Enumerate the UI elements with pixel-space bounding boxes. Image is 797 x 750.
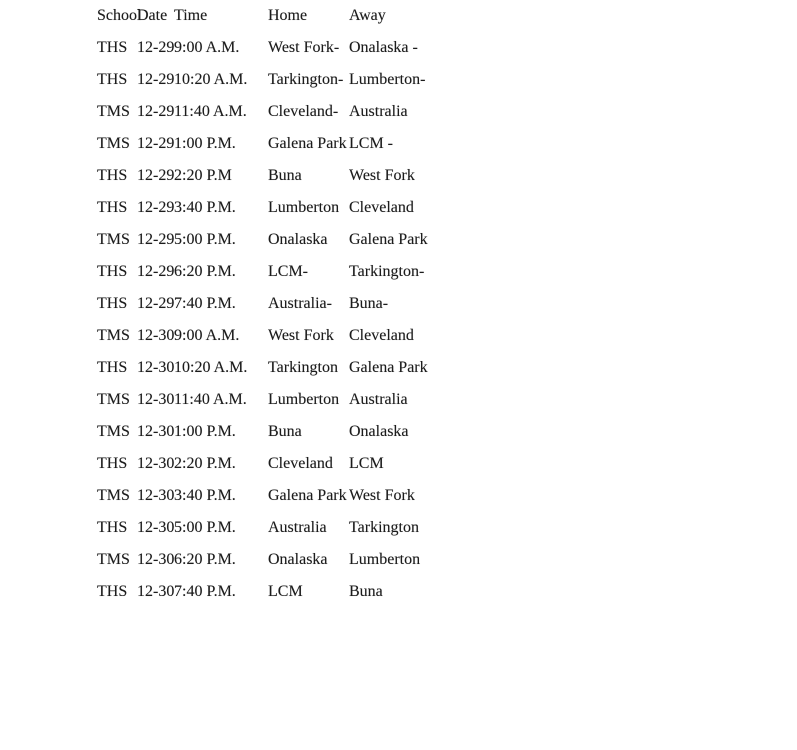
cell-time: 3:40 P.M. (174, 487, 236, 504)
table-row (97, 512, 577, 544)
table-row (97, 128, 577, 160)
cell-school: THS (97, 359, 128, 376)
cell-time: 2:20 P.M (174, 167, 232, 184)
cell-date: 12-30 (137, 519, 175, 536)
cell-date: 12-30 (137, 327, 175, 344)
table-row (97, 224, 577, 256)
cell-school: THS (97, 263, 128, 280)
cell-home: Cleveland (268, 455, 333, 472)
cell-away: Buna (349, 583, 383, 600)
cell-date: 12-29 (137, 167, 175, 184)
cell-time: 11:40 A.M. (174, 103, 247, 120)
cell-home: Lumberton (268, 391, 340, 408)
table-row (97, 544, 577, 576)
cell-date: 12-29 (137, 199, 175, 216)
cell-time: 1:00 P.M. (174, 423, 236, 440)
cell-date: 12-29 (137, 295, 175, 312)
cell-away: Tarkington- (349, 263, 425, 280)
cell-school: THS (97, 39, 128, 56)
cell-school: TMS (97, 135, 130, 152)
table-row (97, 384, 577, 416)
table-row (97, 448, 577, 480)
cell-away: LCM (349, 455, 384, 472)
cell-school: THS (97, 167, 128, 184)
column-header-date: Date (137, 7, 168, 24)
cell-school: THS (97, 455, 128, 472)
cell-away: West Fork (349, 487, 415, 504)
cell-home: LCM- (268, 263, 308, 280)
cell-school: THS (97, 583, 128, 600)
cell-date: 12-29 (137, 39, 175, 56)
cell-school: THS (97, 71, 128, 88)
cell-away: Galena Park (349, 231, 428, 248)
cell-date: 12-30 (137, 423, 175, 440)
cell-school: TMS (97, 487, 130, 504)
cell-home: Tarkington- (268, 71, 344, 88)
table-row (97, 576, 577, 608)
table-row (97, 288, 577, 320)
table-body (97, 32, 577, 608)
cell-time: 6:20 P.M. (174, 263, 236, 280)
cell-school: TMS (97, 327, 130, 344)
cell-date: 12-29 (137, 231, 175, 248)
cell-time: 7:40 P.M. (174, 295, 236, 312)
cell-school: TMS (97, 423, 130, 440)
cell-away: Australia (349, 103, 408, 120)
cell-away: Cleveland (349, 327, 414, 344)
cell-time: 10:20 A.M. (174, 359, 248, 376)
column-header-home: Home (268, 7, 308, 24)
cell-date: 12-30 (137, 391, 175, 408)
cell-time: 2:20 P.M. (174, 455, 236, 472)
cell-home: West Fork (268, 327, 334, 344)
table-row (97, 416, 577, 448)
cell-time: 7:40 P.M. (174, 583, 236, 600)
schedule-table (97, 0, 577, 608)
cell-date: 12-30 (137, 359, 175, 376)
table-row (97, 352, 577, 384)
cell-home: Buna (268, 167, 302, 184)
cell-home: Australia- (268, 295, 332, 312)
cell-date: 12-30 (137, 551, 175, 568)
cell-home: Onalaska (268, 551, 328, 568)
cell-date: 12-30 (137, 487, 175, 504)
cell-time: 10:20 A.M. (174, 71, 248, 88)
cell-home: Galena Park (268, 135, 347, 152)
column-header-away: Away (349, 7, 386, 24)
cell-away: Lumberton (349, 551, 421, 568)
cell-date: 12-30 (137, 583, 175, 600)
cell-school: THS (97, 519, 128, 536)
cell-school: TMS (97, 391, 130, 408)
cell-school: THS (97, 295, 128, 312)
cell-time: 3:40 P.M. (174, 199, 236, 216)
cell-away: Lumberton- (349, 71, 426, 88)
cell-away: Cleveland (349, 199, 414, 216)
table-row (97, 320, 577, 352)
cell-home: Buna (268, 423, 302, 440)
column-header-time: Time (174, 7, 208, 24)
cell-time: 6:20 P.M. (174, 551, 236, 568)
table-header-row (97, 0, 577, 32)
table-row (97, 64, 577, 96)
cell-away: Tarkington (349, 519, 419, 536)
table-row (97, 192, 577, 224)
cell-date: 12-29 (137, 71, 175, 88)
cell-away: Buna- (349, 295, 389, 312)
cell-away: Australia (349, 391, 408, 408)
cell-school: TMS (97, 103, 130, 120)
cell-home: Australia (268, 519, 327, 536)
table-row (97, 96, 577, 128)
cell-time: 1:00 P.M. (174, 135, 236, 152)
cell-date: 12-29 (137, 135, 175, 152)
cell-time: 9:00 A.M. (174, 39, 240, 56)
cell-away: Onalaska - (349, 39, 418, 56)
cell-home: Galena Park (268, 487, 347, 504)
cell-home: Onalaska (268, 231, 328, 248)
table-row (97, 480, 577, 512)
table-row (97, 32, 577, 64)
cell-away: LCM - (349, 135, 393, 152)
cell-home: Cleveland- (268, 103, 339, 120)
cell-time: 5:00 P.M. (174, 231, 236, 248)
cell-home: West Fork- (268, 39, 340, 56)
cell-time: 11:40 A.M. (174, 391, 247, 408)
cell-school: TMS (97, 551, 130, 568)
column-header-school: School (97, 7, 142, 24)
cell-home: Lumberton (268, 199, 340, 216)
cell-home: LCM (268, 583, 303, 600)
cell-home: Tarkington (268, 359, 338, 376)
table-row (97, 256, 577, 288)
cell-date: 12-30 (137, 455, 175, 472)
cell-time: 9:00 A.M. (174, 327, 240, 344)
cell-school: THS (97, 199, 128, 216)
cell-date: 12-29 (137, 103, 175, 120)
cell-away: Galena Park (349, 359, 428, 376)
cell-away: West Fork (349, 167, 415, 184)
cell-away: Onalaska (349, 423, 409, 440)
cell-school: TMS (97, 231, 130, 248)
table-row (97, 160, 577, 192)
cell-time: 5:00 P.M. (174, 519, 236, 536)
cell-date: 12-29 (137, 263, 175, 280)
